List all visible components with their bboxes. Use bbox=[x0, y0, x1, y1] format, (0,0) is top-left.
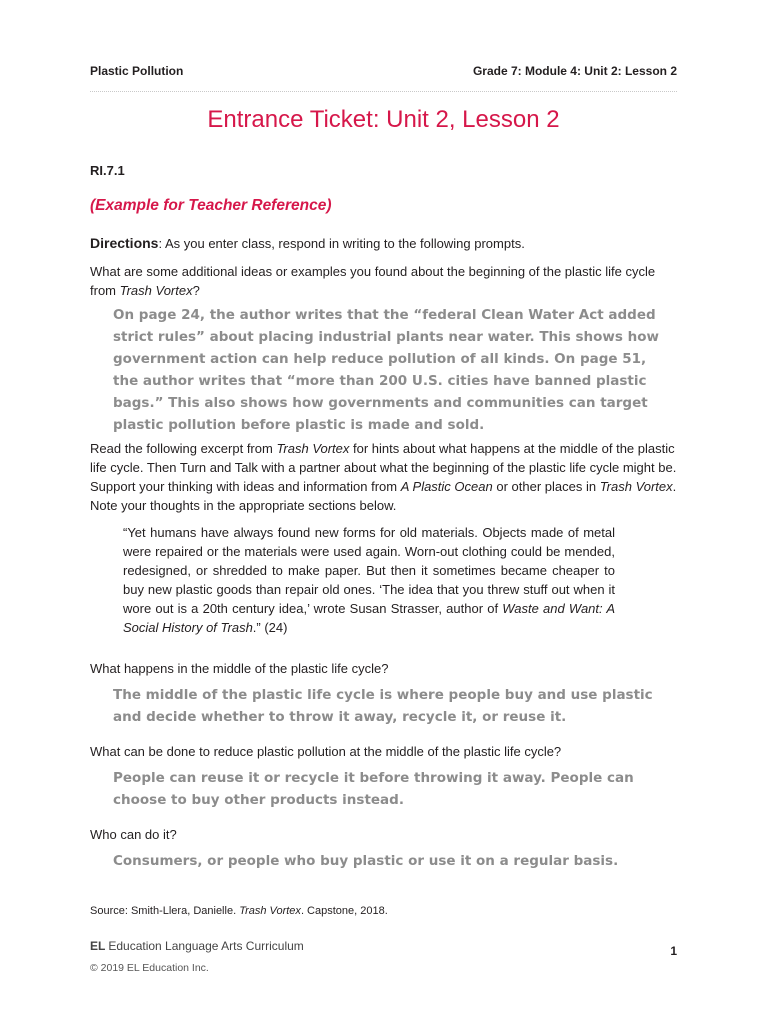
page-header bbox=[90, 64, 677, 80]
quote-text: “Yet humans have always found new forms for old materials. Objects made of metal were repaired or the materials were used again. Worn-out clothing could be mended, redesigned, or shredded to make paper. But then it sometimes became cheaper to buy new plastic goods than repair old ones. ‘The idea that you threw stuff out when it wore out is a 20th century idea,’ wrote Susan Strasser, author of bbox=[123, 525, 615, 616]
excerpt-text-e: or other places in bbox=[492, 479, 600, 494]
question-1 bbox=[90, 262, 677, 300]
book-title: Trash Vortex bbox=[276, 441, 350, 456]
directions bbox=[90, 235, 677, 251]
question-1-end: ? bbox=[192, 283, 200, 298]
answer-2: The middle of the plastic life cycle is where people buy and use plastic and decide whether to throw it away, recycle it, or reuse it. bbox=[113, 687, 653, 725]
source-citation bbox=[90, 905, 388, 917]
book-title: A Plastic Ocean bbox=[400, 479, 493, 494]
quote-citation: .” (24) bbox=[252, 620, 288, 635]
excerpt-text-c: for hints about what happens at the middle of the plastic life cycle. Then Turn and Talk with a partner about what the beginning of the plastic life cycle might be. Support your thinking with ideas and information from bbox=[90, 441, 677, 494]
book-title: Waste and Want: A Social History of Trash bbox=[123, 601, 616, 635]
excerpt-instructions bbox=[90, 439, 677, 515]
answer-4: Consumers, or people who buy plastic or use it on a regular basis. bbox=[113, 853, 619, 869]
excerpt-text-a: Read the following excerpt from bbox=[90, 441, 277, 456]
footer-copyright: © 2019 EL Education Inc. bbox=[90, 962, 209, 974]
standard-code: RI.7.1 bbox=[90, 163, 125, 178]
page-title: Entrance Ticket: Unit 2, Lesson 2 bbox=[207, 106, 560, 133]
el-logo-icon: EL bbox=[90, 939, 106, 953]
directions-label: Directions bbox=[90, 235, 159, 251]
book-title: Trash Vortex bbox=[599, 479, 673, 494]
source-publisher: . Capstone, 2018. bbox=[300, 905, 388, 917]
footer-brand-text: Education Language Arts Curriculum bbox=[108, 939, 304, 953]
question-4: Who can do it? bbox=[90, 827, 177, 842]
excerpt-quote bbox=[123, 523, 615, 637]
page-number: 1 bbox=[670, 944, 677, 958]
question-1-text: What are some additional ideas or examples you found about the beginning of the plastic life cycle from bbox=[90, 264, 656, 298]
directions-text: : As you enter class, respond in writing to the following prompts. bbox=[158, 236, 525, 251]
answer-3: People can reuse it or recycle it before throwing it away. People can choose to buy other products instead. bbox=[113, 770, 634, 808]
source-text: Source: Smith-Llera, Danielle. bbox=[90, 905, 240, 917]
excerpt-text-g: . Note your thoughts in the appropriate sections below. bbox=[90, 479, 677, 513]
teacher-reference-note: (Example for Teacher Reference) bbox=[90, 197, 332, 214]
book-title: Trash Vortex bbox=[119, 283, 193, 298]
header-divider bbox=[90, 91, 677, 92]
question-3: What can be done to reduce plastic pollution at the middle of the plastic life cycle? bbox=[90, 744, 562, 759]
answer-1: On page 24, the author writes that the “federal Clean Water Act added strict rules” about placing industrial plants near water. This shows how government action can help reduce pollution of all kinds. On page 51, the author writes that “more than 200 U.S. cities have banned plastic bags.” This also shows how governments and communities can target plastic pollution before plastic is made and sold. bbox=[113, 307, 659, 433]
header-module-name: Plastic Pollution bbox=[90, 64, 184, 78]
footer-brand bbox=[90, 939, 304, 953]
book-title: Trash Vortex bbox=[239, 905, 301, 917]
question-2: What happens in the middle of the plastic life cycle? bbox=[90, 661, 389, 676]
header-lesson-info: Grade 7: Module 4: Unit 2: Lesson 2 bbox=[472, 64, 677, 78]
